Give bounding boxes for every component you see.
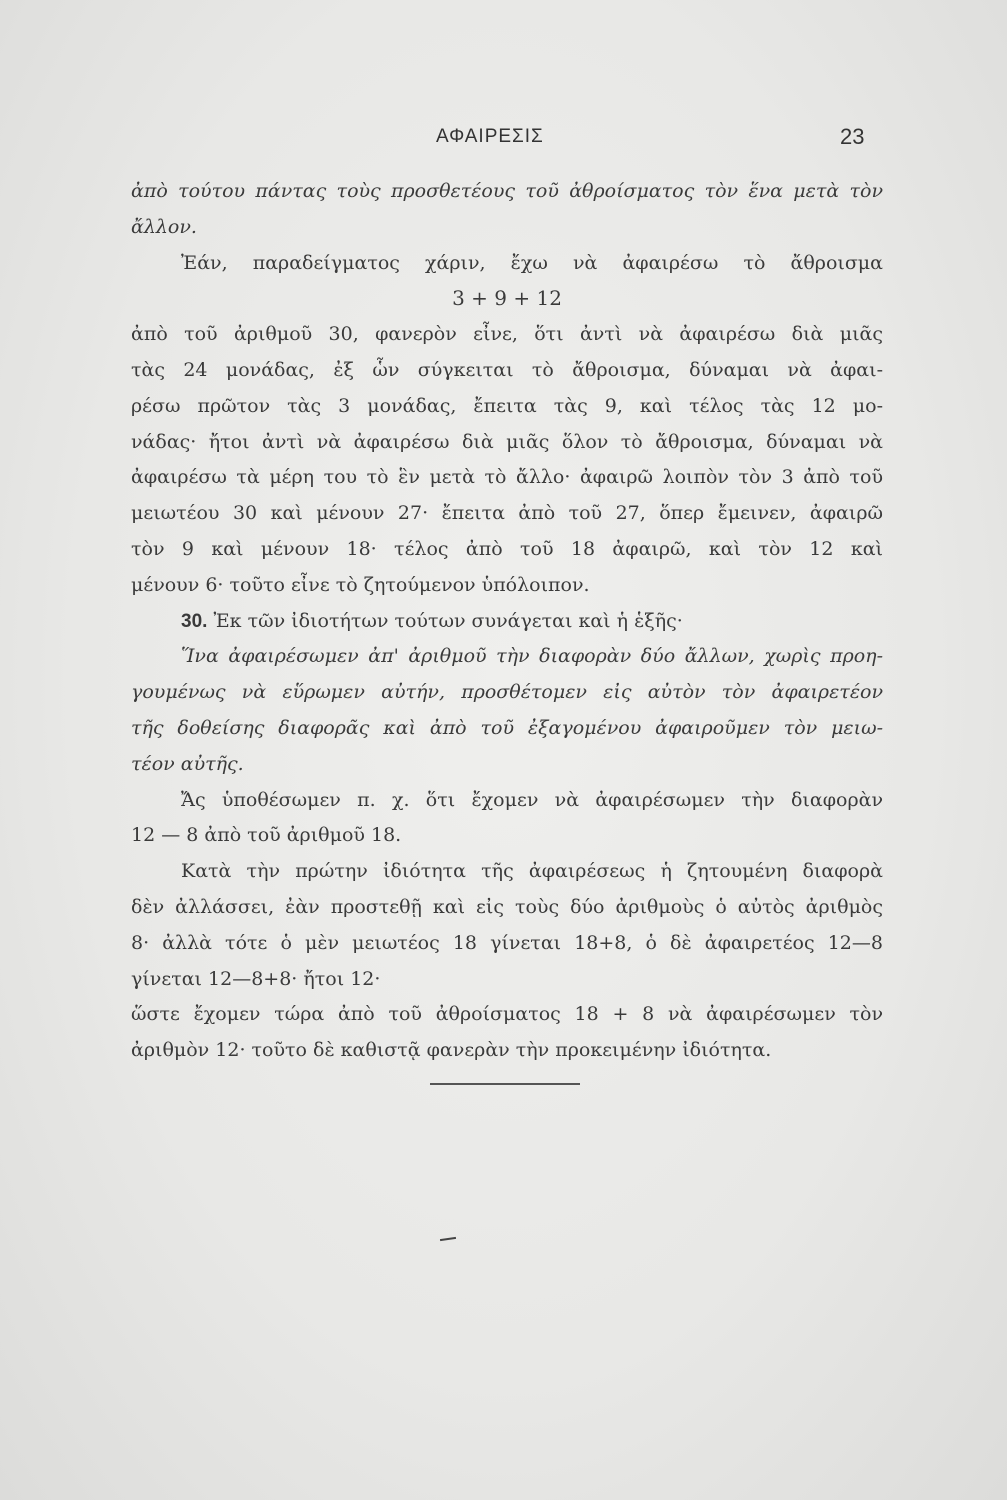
text-line: ἀριθμὸν 12· τοῦτο δὲ καθιστᾷ φανερὰν τὴν προκειμένην ἰδιότητα. <box>131 1039 772 1062</box>
text-line: 12 — 8 ἀπὸ τοῦ ἀριθμοῦ 18. <box>131 824 402 847</box>
stray-mark <box>440 1237 456 1241</box>
rule-line: Ἵνα ἀφαιρέσωμεν ἀπ' ἀριθμοῦ τὴν διαφορὰν δύο ἄλλων, χωρὶς προη- <box>181 645 883 668</box>
text-line: μειωτέου 30 καὶ μένουν 27· ἔπειτα ἀπὸ τοῦ 27, ὅπερ ἔμεινεν, ἀφαιρῶ <box>131 502 883 525</box>
text-line: ρέσω πρῶτον τὰς 3 μονάδας, ἔπειτα τὰς 9, καὶ τέλος τὰς 12 μο- <box>131 394 883 417</box>
body-text <box>131 174 883 1069</box>
section-text: Ἐκ τῶν ἰδιοτήτων τούτων συνάγεται καὶ ἡ ἑξῆς· <box>213 609 683 632</box>
section-line <box>131 604 883 640</box>
text-line: Ἄς ὑποθέσωμεν π. χ. ὅτι ἔχομεν νὰ ἀφαιρέσωμεν τὴν διαφορὰν <box>181 788 883 811</box>
text-line: τὰς 24 μονάδας, ἐξ ὧν σύγκειται τὸ ἄθροισμα, δύναμαι νὰ ἀφαι- <box>131 358 883 381</box>
text-line: τὸν 9 καὶ μένουν 18· τέλος ἀπὸ τοῦ 18 ἀφαιρῶ, καὶ τὸν 12 καὶ <box>131 537 883 560</box>
end-rule <box>430 1083 580 1085</box>
text-line: ἄλλον. <box>131 215 197 238</box>
text-line: μένουν 6· τοῦτο εἶνε τὸ ζητούμενον ὑπόλοιπον. <box>131 573 590 596</box>
text-line: γίνεται 12—8+8· ἤτοι 12· <box>131 967 381 990</box>
rule-line: γουμένως νὰ εὕρωμεν αὐτήν, προσθέτομεν εἰς αὐτὸν τὸν ἀφαιρετέον <box>131 681 883 704</box>
formula-line: 3 + 9 + 12 <box>452 286 562 311</box>
text-line: ἀπὸ τούτου πάντας τοὺς προσθετέους τοῦ ἀθροίσματος τὸν ἕνα μετὰ τὸν <box>131 180 883 202</box>
chapter-title: ΑΦΑΙΡΕΣΙΣ <box>436 126 544 147</box>
text-line: ἀφαιρέσω τὰ μέρη του τὸ ἓν μετὰ τὸ ἄλλο· ἀφαιρῶ λοιπὸν τὸν 3 ἀπὸ τοῦ <box>131 466 883 489</box>
text-line: 8· ἀλλὰ τότε ὁ μὲν μειωτέος 18 γίνεται 18+8, ὁ δὲ ἀφαιρετέος 12—8 <box>131 931 883 954</box>
rule-line: τέον αὐτῆς. <box>131 752 244 775</box>
text-line: δὲν ἀλλάσσει, ἐὰν προστεθῇ καὶ εἰς τοὺς δύο ἀριθμοὺς ὁ αὐτὸς ἀριθμὸς <box>131 895 883 918</box>
text-line: Ἐάν, παραδείγματος χάριν, ἔχω νὰ ἀφαιρέσω τὸ ἄθροισμα <box>181 251 883 274</box>
section-number: 30. <box>181 610 208 632</box>
text-line: ἀπὸ τοῦ ἀριθμοῦ 30, φανερὸν εἶνε, ὅτι ἀντὶ νὰ ἀφαιρέσω διὰ μιᾶς <box>131 323 883 346</box>
rule-line: τῆς δοθείσης διαφορᾶς καὶ ἀπὸ τοῦ ἐξαγομένου ἀφαιροῦμεν τὸν μειω- <box>131 716 883 739</box>
text-line: Κατὰ τὴν πρώτην ἰδιότητα τῆς ἀφαιρέσεως ἡ ζητουμένη διαφορὰ <box>181 860 883 883</box>
page-number: 23 <box>840 124 865 149</box>
text-line: ὥστε ἔχομεν τώρα ἀπὸ τοῦ ἀθροίσματος 18 + 8 νὰ ἀφαιρέσωμεν τὸν <box>131 1003 883 1026</box>
text-line: νάδας· ἤτοι ἀντὶ νὰ ἀφαιρέσω διὰ μιᾶς ὅλον τὸ ἄθροισμα, δύναμαι νὰ <box>131 430 883 453</box>
running-head <box>0 126 1007 156</box>
